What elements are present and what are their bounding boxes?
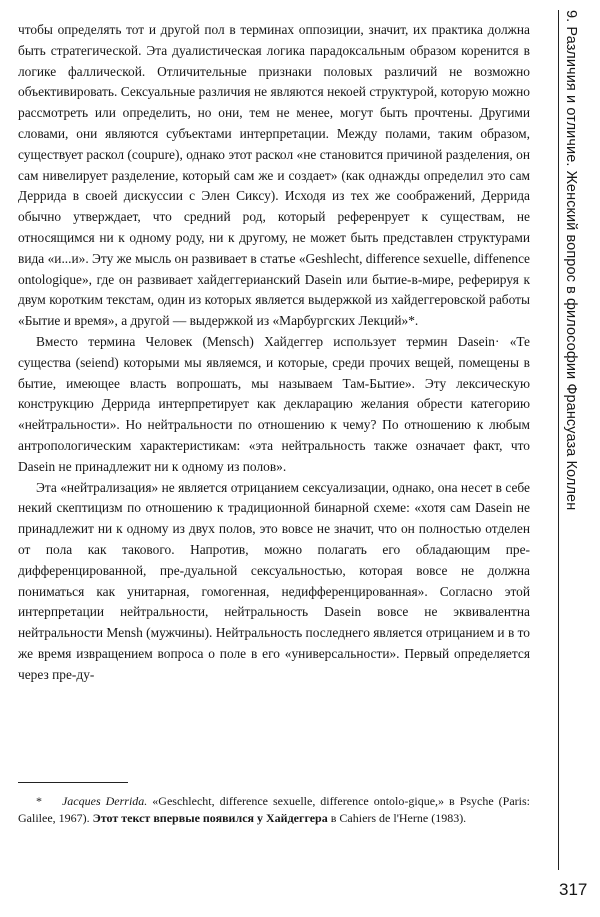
main-text [18,20,530,686]
footnote-text: «Geschlecht, difference sexuelle, difference ontolo-gique,» в Psyche (Paris: Galilee, 1967). [18,794,531,825]
footnote-author: Jacques Derrida. [61,794,148,808]
paragraph-3: Эта «нейтрализация» не является отрицанием сексуализации, однако, она несет в себе некий скептицизм по отношению к традиционной бинарной схеме: «хотя сам Dasein не принадлежит ни к одному из двух полов, это вовсе не значит, что он полностью отделен от пола как такового. Напротив, можно полагать его обладающим пре-дифференцированной, пре-дуальной сексуальностью, которая вовсе не должна пониматься как унитарная, гомогенная, недифференцированная». Согласно этой интерпретации нейтральности, нейтральность Dasein вовсе не эквивалентна нейтральности Mensh (мужчины). Нейтральность последнего является отрицанием и в то же время извращением вопроса о поле в его «универсальности». Первый определяется через пре-ду- [18,479,530,682]
page-number: 317 [559,880,588,899]
footnote-marker: * [36,794,42,808]
footnote [18,793,530,826]
running-head-text: 9. Различия и отличие. Женский вопрос в философии Франсуаза Коллен [563,10,579,511]
footnote-tail: в Cahiers de l'Herne (1983). [330,810,467,825]
footnote-bold: Этот текст впервые появился у Хайдеггера [92,810,328,825]
paragraph-2: Вместо термина Человек (Mensch) Хайдеггер использует термин Dasein· «Те существа (seiend) которыми мы являемся, и которые, среди прочих вещей, помещены в бытие, имеющее власть вопрошать, мы называем Там-Бытие». Эту лексическую конструкцию Деррида интерпретирует как декларацию желания обрести категорию «нейтральности». Но нейтральности по отношению к чему? По отношению к любым антропологическим характеристикам: «эта нейтральность также означает факт, что Dasein не принадлежит ни к одному из полов». [18,333,530,474]
footnote-paragraph [18,793,530,826]
footnote-rule [18,782,128,783]
running-head [558,10,593,870]
paragraph-1: чтобы определять тот и другой пол в терминах оппозиции, значит, их практика должна быть стратегической. Эта дуалистическая логика парадоксальным образом коренится в логике фаллической. Отличительные признаки половых различий не возможно объективировать. Сексуальные различия не являются некоей структурой, которую можно рассмотреть или определить, но они, тем не менее, могут быть прочтены. Другими словами, они являются субъектами интерпретации. Между полами, таким образом, существует раскол (coupure), однако этот раскол «не становится причиной разделения, он сам нивелирует разделение, который сам же и создает» (как однажды определил это сам Деррида в своей дискуссии с Элен Сиксу). Исходя из тех же соображений, Деррида обычно утверждает, что средний род, который референрует к существам, не относящимся ни к одному роду, ни к другому, не может быть представлен структурами вида «и...и». Эту же мысль он развивает в статье «Geshlecht, difference sexuelle, diffenence ontologique», где он развивает хайдеггерианский Dasein или бытие-в-мире, реферируя к двум коротким текстам, один из которых является выдержкой из хайдеггеровской работы «Бытие и время», а другой — выдержкой из «Марбургских Лекций»*. [18,22,530,329]
